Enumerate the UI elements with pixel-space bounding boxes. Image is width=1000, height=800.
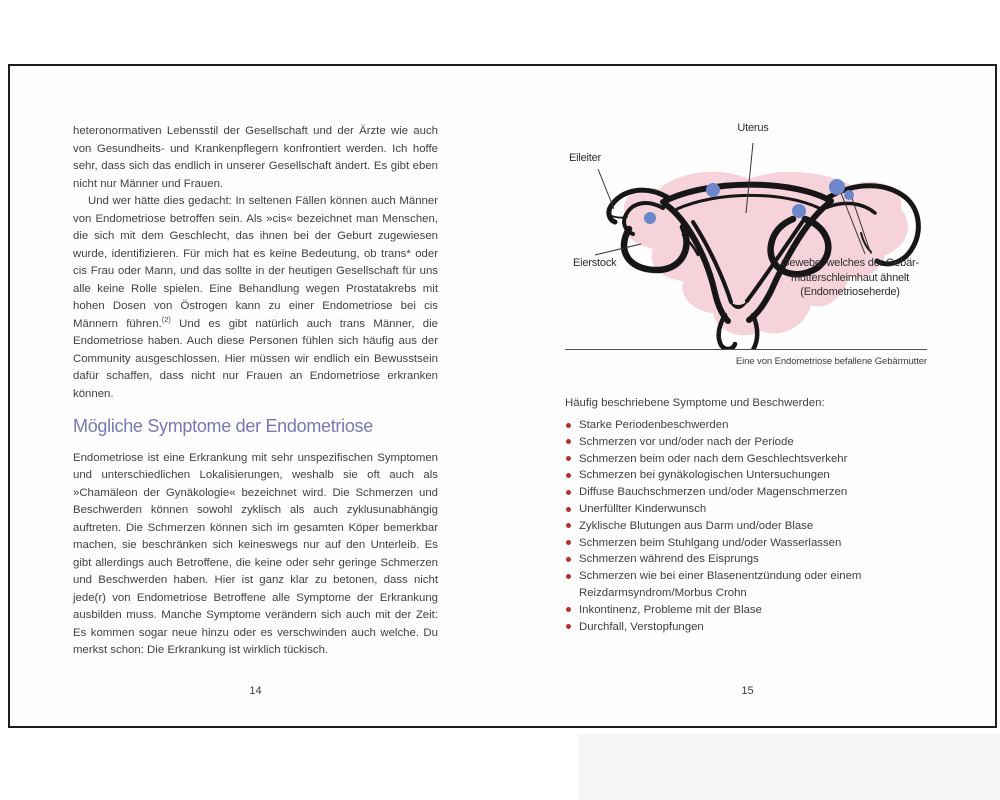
symptom-text: Inkontinenz, Probleme mit der Blase	[579, 603, 762, 616]
fallopian-tube-label: Eileiter	[569, 152, 602, 164]
bullet-dot-icon	[566, 423, 571, 428]
symptom-text: Zyklische Blutungen aus Darm und/oder Blase	[579, 519, 814, 532]
uterus-diagram-art	[565, 105, 930, 350]
background-gray-strip	[578, 734, 1000, 800]
symptom-text: Schmerzen beim Stuhlgang und/oder Wasserlassen	[579, 536, 842, 549]
footnote-marker: (2)	[161, 314, 171, 324]
lesion-dot	[706, 183, 720, 197]
lesion-tissue-label-line2: mutterschleimhaut ähnelt	[790, 271, 910, 284]
symptom-item	[565, 619, 937, 636]
symptom-text: Diffuse Bauchschmerzen und/oder Magenschmerzen	[579, 486, 848, 499]
lesion-tissue-label-line3: (Endometrioseherde)	[800, 286, 900, 298]
bullet-dot-icon	[566, 439, 571, 444]
paragraph-3: Endometriose ist eine Erkrankung mit sehr unspezifischen Symptomen und unterschiedlichen Lokalisierungen, weshalb sie oft auch als »Chamäleon der Gynäkologie« bezeichnet wird. Die Schmerzen und Beschwerden können sowohl zyklisch als auch zyklusunabhängig auftreten. Die Schmerzen können sich im gesamten Köper bemerkbar machen, sie beschränken sich keineswegs nur auf den Unterleib. Es gibt allerdings auch Betroffene, die keine oder sehr geringe Schmerzen und Beschwerden haben. Hier ist ganz klar zu betonen, dass nicht jede(r) von Endometriose Betroffene alle Symptome der Erkrankung ausbilden muss. Manche Symptome verändern sich auch mit der Zeit: Es kommen sogar neue hinzu oder es verschwinden auch welche. Du merkst schon: Die Erkrankung ist wirklich tückisch.	[73, 451, 438, 656]
figure-caption: Eine von Endometriose befallene Gebärmutter	[735, 356, 927, 367]
eierstock-pointer-line	[595, 244, 641, 255]
paragraph-2	[73, 193, 438, 403]
eileiter-pointer-line	[598, 169, 614, 209]
lesion-dot	[792, 204, 806, 218]
symptom-item	[565, 518, 937, 535]
bullet-dot-icon	[566, 557, 571, 562]
symptom-item	[565, 467, 937, 484]
symptom-item	[565, 417, 937, 434]
symptom-text: Unerfüllter Kinderwunsch	[579, 502, 707, 515]
symptom-item	[565, 602, 937, 619]
bullet-dot-icon	[566, 607, 571, 612]
symptoms-section	[565, 396, 937, 635]
symptom-text: Schmerzen bei gynäkologischen Untersuchungen	[579, 469, 830, 482]
symptom-item	[565, 484, 937, 501]
figure-divider-line	[565, 349, 927, 350]
symptom-item	[565, 501, 937, 518]
symptoms-header: Häufig beschriebene Symptome und Beschwerden:	[565, 397, 825, 409]
ovary-label: Eierstock	[573, 257, 617, 269]
symptom-item	[565, 451, 937, 468]
lesion-dot	[644, 212, 656, 224]
bullet-dot-icon	[566, 574, 571, 579]
bullet-dot-icon	[566, 490, 571, 495]
bullet-dot-icon	[566, 473, 571, 478]
section-heading: Mögliche Symptome der Endometriose	[73, 416, 373, 436]
symptom-item	[565, 434, 937, 451]
bullet-dot-icon	[566, 540, 571, 545]
bullet-dot-icon	[566, 523, 571, 528]
lesion-tissue-label-line1: Gewebe, welches der Gebär-	[781, 257, 919, 269]
lesion-tissue-label	[770, 256, 930, 300]
symptom-text: Schmerzen während des Eisprungs	[579, 553, 759, 566]
paragraph-2-text-cont: Und es gibt natürlich auch trans Männer, die Endometriose haben. Auch diese Personen fühlen sich häufig aus der Community ausgeschlossen. Hier müssen wir endlich ein Bewusstsein dafür schaffen, dass nicht nur Frauen an Endometriose erkranken können.	[73, 317, 438, 400]
uterus-diagram	[565, 105, 930, 350]
page-number-right: 15	[741, 685, 754, 697]
symptom-text: Schmerzen beim oder nach dem Geschlechtsverkehr	[579, 452, 848, 465]
symptom-item	[565, 551, 937, 568]
lesion-dot	[829, 179, 845, 195]
paragraph-2-text: Und wer hätte dies gedacht: In seltenen Fällen können auch Männer von Endometriose betroffen sein. Als »cis« bezeichnet man Menschen, die sich mit dem Geschlecht, das ihnen bei der Geburt zugewiesen wurde, identifizieren. Für mich hat es keine Bedeutung, ob trans* oder cis Frau oder Mann, und das sollte in der heutigen Gesellschaft für uns alle keine Rolle spielen. Eine Behandlung wegen Prostatakrebs mit hohen Dosen von Östrogen kann zu einer Endometriose bei cis Männern führen.	[73, 195, 438, 330]
bullet-dot-icon	[566, 507, 571, 512]
symptom-text: Schmerzen vor und/oder nach der Periode	[579, 435, 794, 448]
symptom-text: Starke Periodenbeschwerden	[579, 419, 729, 431]
bullet-dot-icon	[566, 624, 571, 629]
symptom-text: Durchfall, Verstopfungen	[579, 620, 704, 633]
page-number-left: 14	[249, 685, 262, 697]
paragraph-1: heteronormativen Lebensstil der Gesellschaft und der Ärzte wie auch von Gesundheits- und Krankenpflegern konfrontiert werden. Ich hoffe sehr, dass sich das endlich in unserer Gesellschaft ändert. Es gibt eben nicht nur Männer und Frauen.	[73, 125, 438, 190]
symptom-text: Schmerzen wie bei einer Blasenentzündung oder einem Reizdarmsyndrom/Morbus Crohn	[579, 570, 862, 599]
left-page-body	[73, 123, 438, 660]
symptom-item	[565, 568, 937, 602]
uterus-label: Uterus	[737, 122, 769, 134]
symptom-list	[565, 417, 937, 635]
symptom-item	[565, 535, 937, 552]
bullet-dot-icon	[566, 456, 571, 461]
